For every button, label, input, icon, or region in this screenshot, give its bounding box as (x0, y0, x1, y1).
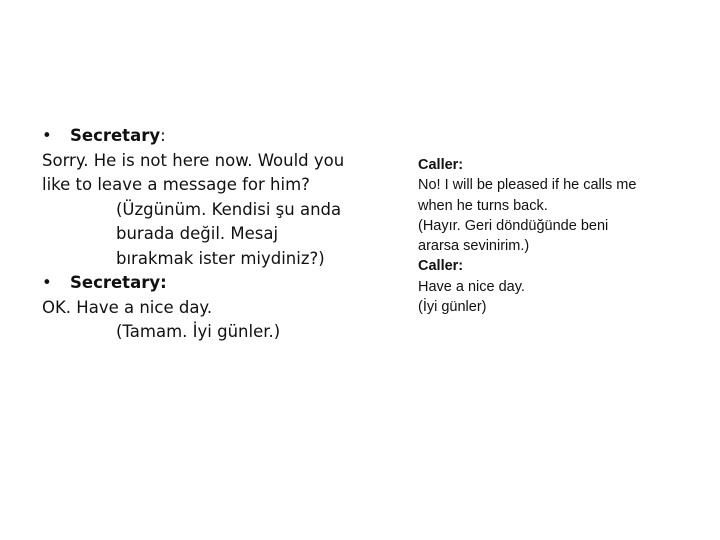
caller-label: Caller: (418, 258, 464, 275)
translation-line: (İyi günler) (418, 299, 487, 316)
secretary-label: Secretary: (70, 273, 167, 292)
secretary-dialogue (42, 124, 372, 345)
secretary-label-colon: : (160, 126, 166, 145)
translation-line: ararsa sevinirim.) (418, 238, 530, 255)
translation-line: (Üzgünüm. Kendisi şu anda (116, 199, 342, 219)
secretary-heading-1 (42, 124, 372, 149)
secretary-line: like to leave a message for him? (42, 175, 310, 194)
secretary-line: Sorry. He is not here now. Would you (42, 150, 345, 170)
bullet-icon: • (42, 273, 52, 292)
secretary-label: Secretary (70, 126, 161, 145)
caller-line: when he turns back. (418, 197, 548, 214)
caller-dialogue (418, 155, 708, 317)
bullet-icon: • (42, 126, 52, 145)
translation-line: (Hayır. Geri döndüğünde beni (418, 217, 609, 234)
caller-label: Caller: (418, 157, 464, 173)
caller-line: No! I will be pleased if he calls me (418, 177, 637, 194)
translation-line: burada değil. Mesaj (116, 224, 279, 243)
translation-line: bırakmak ister miydiniz?) (116, 248, 325, 268)
secretary-line: OK. Have a nice day. (42, 297, 213, 317)
secretary-heading-2 (42, 271, 372, 296)
translation-line: (Tamam. İyi günler.) (116, 322, 281, 341)
caller-line: Have a nice day. (418, 278, 525, 295)
